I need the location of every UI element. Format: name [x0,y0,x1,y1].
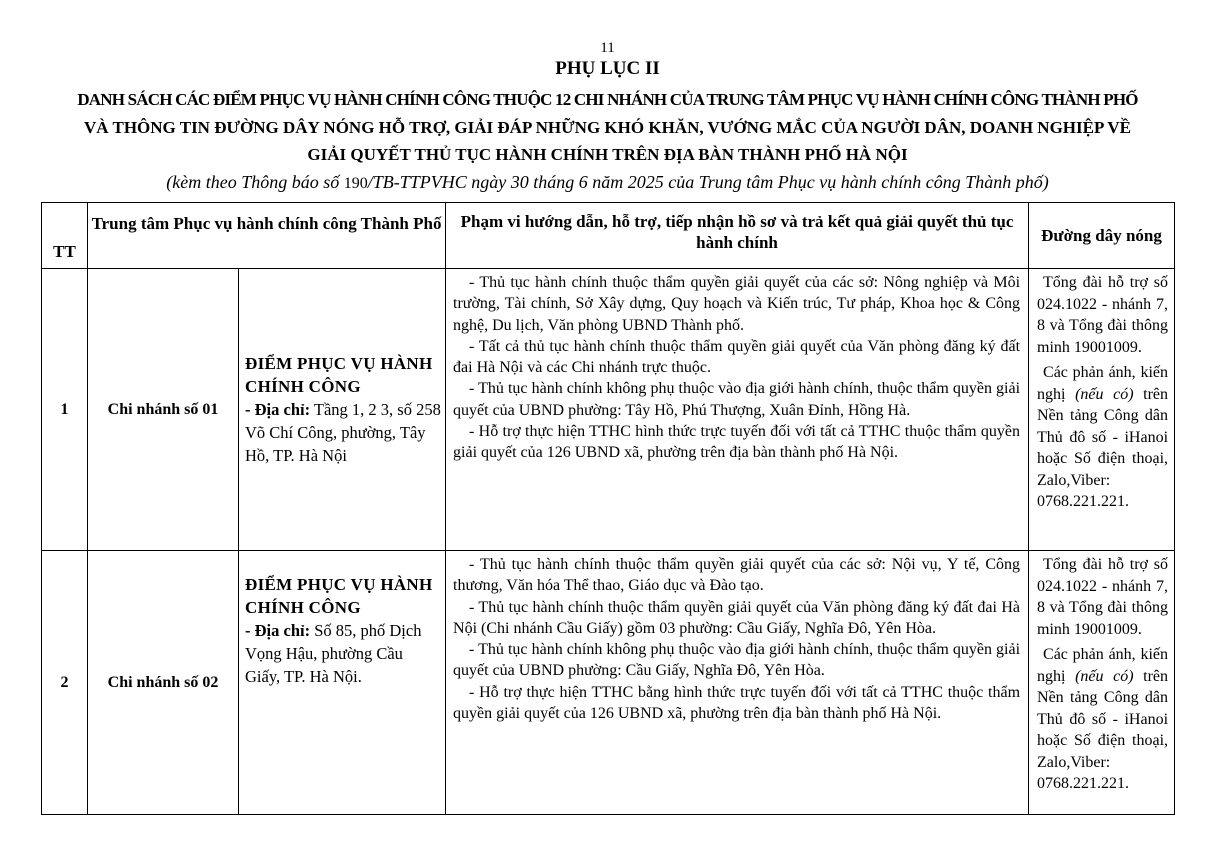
hotline-feedback [1037,362,1168,513]
hotline-feedback-note: (nếu có) [1075,667,1134,685]
scope-item: - Thủ tục hành chính thuộc thẩm quyền giải quyết của Văn phòng đăng ký đất đai Hà Nội (Chi nhánh Cầu Giấy) gồm 03 phường: Cầu Giấy, Nghĩa Đô, Yên Hòa. [453,598,1021,637]
scope-item: - Thủ tục hành chính không phụ thuộc vào địa giới hành chính, thuộc thẩm quyền giải quyết của UBND phường: Tây Hồ, Phú Thượng, Xuân Đỉnh, Hồng Hà. [453,380,1021,419]
col-header-tt: TT [42,203,88,269]
branch-name: Chi nhánh số 01 [88,269,239,551]
hotline-feedback-text: Các phản ánh, kiến nghị [1037,364,1169,403]
scope-cell [446,269,1029,551]
branch-table [41,202,1175,815]
scope-item: - Hỗ trợ thực hiện TTHC bằng hình thức trực tuyến đối với tất cả TTHC thuộc thẩm quyền giải quyết của 126 UBND xã, phường trên địa bàn thành phố Hà Nội. [453,683,1021,723]
col-header-scope: Phạm vi hướng dẫn, hỗ trợ, tiếp nhận hồ sơ và trả kết quả giải quyết thủ tục hành chính [446,203,1029,269]
hotline-cell [1029,269,1175,551]
scope-item: - Thủ tục hành chính thuộc thẩm quyền giải quyết của các sở: Nông nghiệp và Môi trường, Tài chính, Sở Xây dựng, Quy hoạch và Kiến trúc, Tư pháp, Khoa học & Công nghệ, Du lịch, Văn phòng UBND Thành phố. [453,274,1021,334]
document-subtitle-line-3: GIẢI QUYẾT THỦ TỤC HÀNH CHÍNH TRÊN ĐỊA BÀN THÀNH PHỐ HÀ NỘI [307,145,908,164]
col-header-hotline: Đường dây nóng [1029,203,1175,269]
branch-name: Chi nhánh số 02 [88,551,239,815]
service-point-address [245,398,441,467]
service-point [239,269,446,551]
row-number: 1 [42,269,88,551]
table-row [42,269,1175,551]
hotline-switchboard: Tổng đài hỗ trợ số 024.1022 - nhánh 7, 8 và Tổng đài thông minh 19001009. [1037,274,1169,356]
hotline-switchboard: Tổng đài hỗ trợ số 024.1022 - nhánh 7, 8 và Tổng đài thông minh 19001009. [1037,556,1169,638]
notice-number: 190 [343,175,368,192]
scope-cell [446,551,1029,815]
address-text: Số 85, phố Dịch Vọng Hậu, phường Cầu Giấy, TP. Hà Nội. [245,621,422,686]
hotline-feedback-text: trên Nền tảng Công dân Thủ đô số - iHanoi hoặc Số điện thoại, Zalo,Viber: 0768.221.221. [1037,667,1169,792]
hotline-feedback-text: trên Nền tảng Công dân Thủ đô số - iHanoi hoặc Số điện thoại, Zalo,Viber: 0768.221.221. [1037,385,1169,510]
note-prefix: (kèm theo Thông báo số [166,172,344,192]
hotline-feedback-note: (nếu có) [1075,385,1134,403]
service-point [239,551,446,815]
document-subtitle-line-2: VÀ THÔNG TIN ĐƯỜNG DÂY NÓNG HỖ TRỢ, GIẢI ĐÁP NHỮNG KHÓ KHĂN, VƯỚNG MẮC CỦA NGƯỜI DÂN, DOANH NGHIỆP VỀ [84,118,1131,137]
address-text: Tầng 1, 2 3, số 258 Võ Chí Công, phường, Tây Hồ, TP. Hà Nội [245,400,441,465]
service-point-address [245,619,441,688]
hotline-cell [1029,551,1175,815]
address-label: - Địa chỉ: [245,400,311,419]
scope-item: - Thủ tục hành chính không phụ thuộc vào địa giới hành chính, thuộc thẩm quyền giải quyết của UBND phường: Cầu Giấy, Nghĩa Đô, Yên Hòa. [453,641,1021,680]
scope-item: - Thủ tục hành chính thuộc thẩm quyền giải quyết của các sở: Nội vụ, Y tế, Công thương, Văn hóa Thể thao, Giáo dục và Đào tạo. [453,556,1021,595]
hotline-feedback-text: Các phản ánh, kiến nghị [1037,646,1169,685]
page-number: 11 [600,40,615,56]
note-suffix: /TB-TTPVHC ngày 30 tháng 6 năm 2025 của Trung tâm Phục vụ hành chính công Thành phố) [367,172,1049,192]
scope-item: - Hỗ trợ thực hiện TTHC hình thức trực tuyến đối với tất cả TTHC thuộc thẩm quyền giải quyết của 126 UBND xã, phường trên địa bàn thành phố Hà Nội. [453,423,1021,462]
row-number: 2 [42,551,88,815]
table-header-row [42,203,1175,269]
document-subtitle-line-1: DANH SÁCH CÁC ĐIỂM PHỤC VỤ HÀNH CHÍNH CÔNG THUỘC 12 CHI NHÁNH CỦA TRUNG TÂM PHỤC VỤ HÀNH CHÍNH CÔNG THÀNH PHỐ [77,90,1138,109]
service-point-title: ĐIỂM PHỤC VỤ HÀNH CHÍNH CÔNG [245,354,433,396]
table-row [42,551,1175,815]
address-label: - Địa chỉ: [245,621,311,640]
reference-note [0,171,1215,195]
service-point-title: ĐIỂM PHỤC VỤ HÀNH CHÍNH CÔNG [245,575,433,617]
col-header-center: Trung tâm Phục vụ hành chính công Thành Phố [88,203,446,269]
scope-item: - Tất cả thủ tục hành chính thuộc thẩm quyền giải quyết của Văn phòng đăng ký đất đai Hà Nội và các Chi nhánh trực thuộc. [453,337,1021,377]
appendix-title: PHỤ LỤC II [555,58,660,79]
hotline-feedback [1037,644,1168,795]
